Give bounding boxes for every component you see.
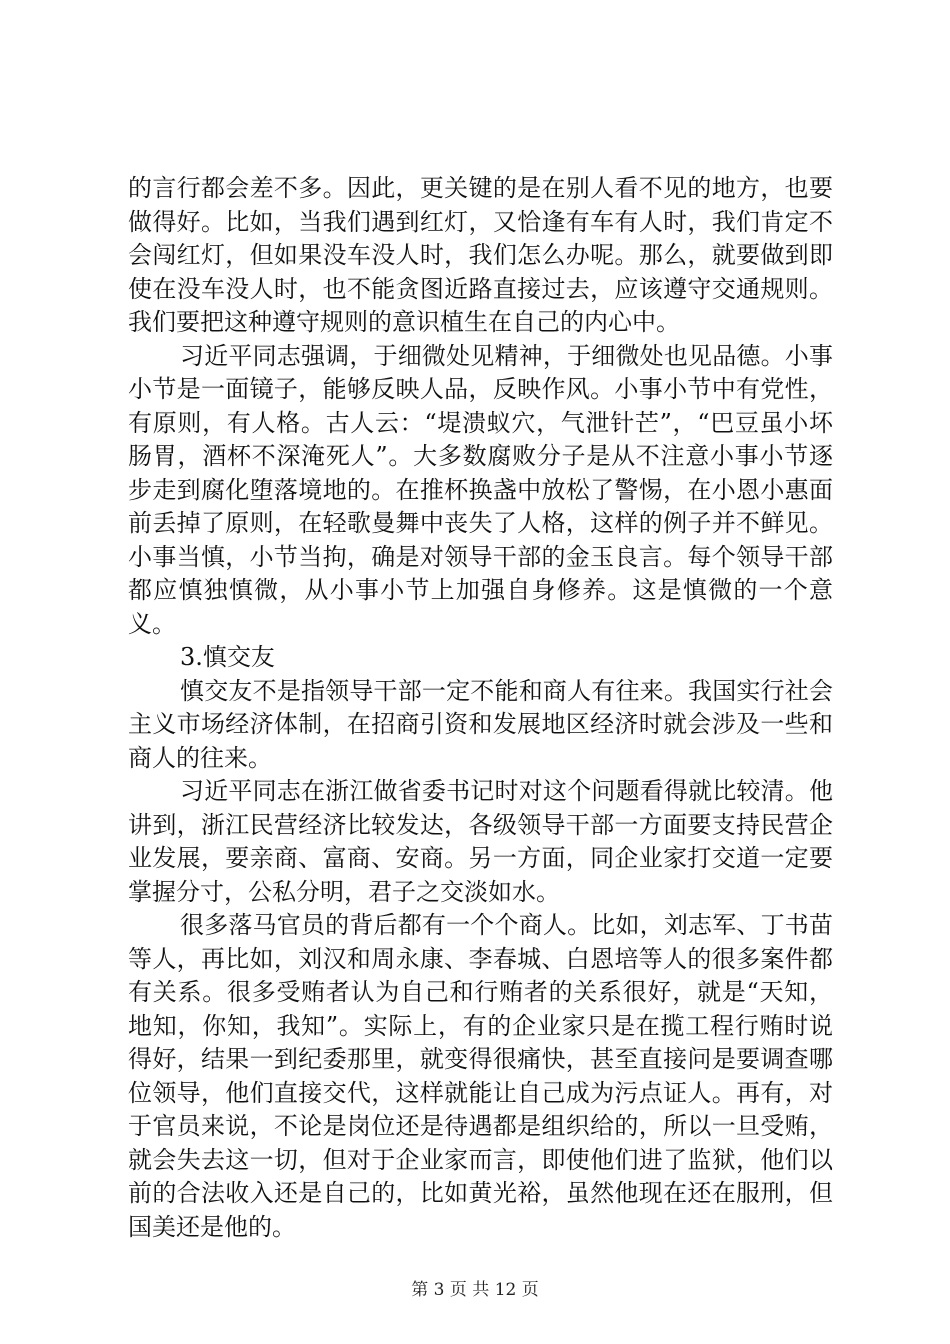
section-heading-3: 3.慎交友 bbox=[180, 643, 275, 671]
paragraph-1: 的言行都会差不多。因此，更关键的是在别人看不见的地方，也要做得好。比如，当我们遇到红灯，又恰逢有车有人时，我们肯定不会闯红灯，但如果没车没人时，我们怎么办呢。那么，就要做到即使在没车没人时，也不能贪图近路直接过去，应该遵守交通规则。我们要把这种遵守规则的意识植生在自己的内心中。 bbox=[128, 174, 833, 336]
paragraph-4: 习近平同志在浙江做省委书记时对这个问题看得就比较清。他讲到，浙江民营经济比较发达，各级领导干部一方面要支持民营企业发展，要亲商、富商、安商。另一方面，同企业家打交道一定要掌握分寸，公私分明，君子之交淡如水。 bbox=[128, 777, 833, 906]
paragraph-5: 很多落马官员的背后都有一个个商人。比如，刘志军、丁书苗等人，再比如，刘汉和周永康、李春城、白恩培等人的很多案件都有关系。很多受贿者认为自己和行贿者的关系很好，就是“天知，地知，你知，我知”。实际上，有的企业家只是在揽工程行贿时说得好，结果一到纪委那里，就变得很痛快，甚至直接问是要调查哪位领导，他们直接交代，这样就能让自己成为污点证人。再有，对于官员来说，不论是岗位还是待遇都是组织给的，所以一旦受贿，就会失去这一切，但对于企业家而言，即使他们进了监狱，他们以前的合法收入还是自己的，比如黄光裕，虽然他现在还在服刑，但国美还是他的。 bbox=[128, 911, 833, 1241]
page-number-footer: 第 3 页 共 12 页 bbox=[411, 1280, 539, 1300]
paragraph-3: 慎交友不是指领导干部一定不能和商人有往来。我国实行社会主义市场经济体制，在招商引资和发展地区经济时就会涉及一些和商人的往来。 bbox=[128, 676, 833, 772]
paragraph-2: 习近平同志强调，于细微处见精神，于细微处也见品德。小事小节是一面镜子，能够反映人品，反映作风。小事小节中有党性，有原则，有人格。古人云：“堤溃蚁穴，气泄针芒”，“巴豆虽小坏肠胃，酒杯不深淹死人”。大多数腐败分子是从不注意小事小节逐步走到腐化堕落境地的。在推杯换盏中放松了警惕，在小恩小惠面前丢掉了原则，在轻歌曼舞中丧失了人格，这样的例子并不鲜见。小事当慎，小节当拘，确是对领导干部的金玉良言。每个领导干部都应慎独慎微，从小事小节上加强自身修养。这是慎微的一个意义。 bbox=[128, 341, 833, 638]
document-body bbox=[128, 172, 833, 1244]
